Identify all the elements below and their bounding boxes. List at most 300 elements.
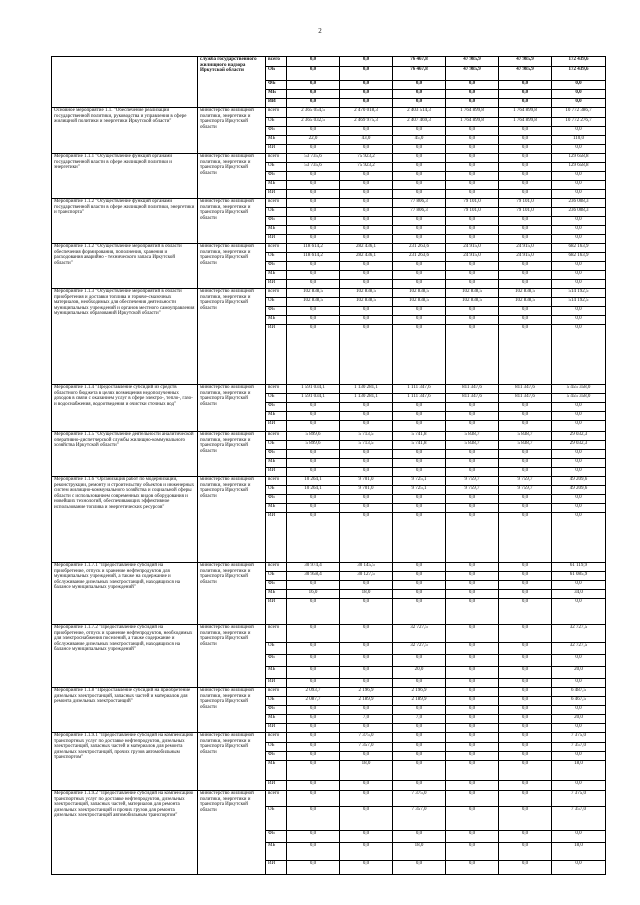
total-cell: 236 008,3	[552, 208, 606, 217]
year-value-cell: 102 838,5	[340, 298, 393, 307]
year-value-cell: 0,0	[393, 513, 446, 563]
year-value-cell: 0,0	[393, 412, 446, 421]
year-value-cell: 0,0	[499, 697, 552, 706]
year-value-cell: 0,0	[499, 262, 552, 271]
year-value-cell: 0,0	[446, 172, 499, 181]
year-value-cell: 5 838,7	[446, 441, 499, 450]
year-value-cell: 0,0	[393, 581, 446, 590]
year-value-cell: 0,0	[499, 513, 552, 563]
funding-source: всего	[266, 199, 287, 208]
year-value-cell: 0,0	[340, 724, 393, 733]
year-value-cell: 0,0	[499, 412, 552, 421]
year-value-cell: 0,0	[340, 199, 393, 208]
year-value-cell: 0,0	[446, 99, 499, 108]
funding-source: МБ	[266, 181, 287, 190]
year-value-cell: 43,0	[340, 136, 393, 145]
year-value-cell: 0,0	[499, 599, 552, 625]
funding-source: ФБ	[266, 403, 287, 412]
year-value-cell: 0,0	[393, 679, 446, 688]
year-value-cell: 0,0	[499, 235, 552, 244]
year-value-cell: 9 725,1	[393, 486, 446, 495]
funding-source: МБ	[266, 412, 287, 421]
year-value-cell: 1 130 281,1	[340, 394, 393, 403]
year-value-cell: 0,0	[499, 325, 552, 385]
year-value-cell: 0,0	[499, 752, 552, 761]
year-value-cell: 0,0	[499, 761, 552, 781]
year-value-cell: 5 899,6	[287, 432, 340, 441]
year-value-cell: 0,0	[499, 468, 552, 477]
year-value-cell: 0,0	[446, 235, 499, 244]
year-value-cell: 0,0	[393, 468, 446, 477]
year-value-cell: 0,0	[499, 226, 552, 235]
year-value-cell: 2 403 514,3	[393, 108, 446, 118]
year-value-cell: 0,0	[499, 724, 552, 733]
total-cell: 0,0	[552, 280, 606, 289]
year-value-cell: 0,0	[287, 403, 340, 412]
year-value-cell: 0,0	[393, 724, 446, 733]
funding-source: ФБ	[266, 655, 287, 667]
year-value-cell: 18,0	[340, 590, 393, 599]
year-value-cell: 0,0	[393, 316, 446, 325]
year-value-cell: 0,0	[499, 190, 552, 199]
year-value-cell: 0,0	[499, 572, 552, 581]
funding-source: ИИ	[266, 861, 287, 875]
funding-source: МБ	[266, 271, 287, 280]
measure-title: Мероприятие 1.1.6 "Организация работ по модернизации, реконструкции, ремонту и строительству объектов и инженерных систем жилищно-коммунального хозяйства и социальной сферы области с использованием современных видов оборудования и новейших технологий, обеспечивающих эффективное использование топлива и энергетических ресурсов"	[52, 477, 198, 563]
year-value-cell: 0,0	[340, 99, 393, 108]
year-value-cell: 0,0	[287, 706, 340, 715]
year-value-cell: 0,0	[446, 307, 499, 316]
year-value-cell: 2 087,7	[287, 697, 340, 706]
year-value-cell: 0,0	[393, 403, 446, 412]
total-cell: 172 439,6	[552, 57, 606, 67]
funding-source: ФБ	[266, 127, 287, 136]
year-value-cell: 0,0	[287, 208, 340, 217]
total-cell: 0,0	[552, 271, 606, 280]
year-value-cell: 0,0	[340, 403, 393, 412]
year-value-cell: 0,0	[287, 459, 340, 468]
funding-source: ОБ	[266, 807, 287, 831]
executor-cell: министерство жилищной политики, энергетики и транспорта Иркутской области	[198, 477, 266, 563]
funding-source: МБ	[266, 459, 287, 468]
year-value-cell: 1 764 899,8	[499, 118, 552, 127]
total-cell: 0,0	[552, 831, 606, 843]
total-cell: 129 658,8	[552, 154, 606, 163]
year-value-cell: 0,0	[393, 217, 446, 226]
total-cell: 0,0	[552, 781, 606, 791]
year-value-cell: 0,0	[287, 90, 340, 99]
year-value-cell: 0,0	[446, 154, 499, 163]
measure-title: Мероприятие 1.1.7.1 "Предоставление субсидий на приобретение, отпуск и хранение нефтепродуктов для муниципальных учреждений, а также на содержание и обслуживание дизельных электростанций, находящихся на балансе муниципальных учреждений"	[52, 563, 198, 625]
year-value-cell: 0,0	[499, 706, 552, 715]
year-value-cell: 0,0	[499, 163, 552, 172]
year-value-cell: 0,0	[287, 81, 340, 90]
year-value-cell: 0,0	[393, 145, 446, 154]
year-value-cell: 0,0	[393, 831, 446, 843]
year-value-cell: 0,0	[446, 81, 499, 90]
year-value-cell: 0,0	[499, 807, 552, 831]
year-value-cell: 0,0	[340, 843, 393, 861]
funding-source: МБ	[266, 136, 287, 145]
year-value-cell: 32 727,5	[393, 643, 446, 655]
year-value-cell: 231 263,6	[393, 244, 446, 253]
total-cell: 7 357,0	[552, 743, 606, 752]
year-value-cell: 0,0	[340, 217, 393, 226]
executor-cell: министерство жилищной политики, энергетики и транспорта Иркутской области	[198, 625, 266, 688]
year-value-cell: 0,0	[287, 421, 340, 432]
total-cell: 0,0	[552, 172, 606, 181]
year-value-cell: 0,0	[393, 421, 446, 432]
year-value-cell: 2 470 018,3	[340, 108, 393, 118]
funding-source: ИИ	[266, 513, 287, 563]
year-value-cell: 0,0	[446, 271, 499, 280]
year-value-cell: 0,0	[287, 412, 340, 421]
year-value-cell: 0,0	[340, 280, 393, 289]
year-value-cell: 2 196,9	[340, 688, 393, 697]
year-value-cell: 45,0	[393, 136, 446, 145]
year-value-cell: 0,0	[499, 217, 552, 226]
funding-source: МБ	[266, 504, 287, 513]
year-value-cell: 0,0	[393, 262, 446, 271]
year-value-cell: 0,0	[446, 563, 499, 572]
table-body	[52, 57, 606, 875]
funding-source: ИИ	[266, 468, 287, 477]
total-cell: 6 467,5	[552, 697, 606, 706]
year-value-cell: 76 467,8	[393, 57, 446, 67]
year-value-cell: 102 838,5	[340, 289, 393, 298]
table-row	[52, 57, 606, 67]
year-value-cell: 10 264,1	[287, 477, 340, 486]
funding-source: МБ	[266, 590, 287, 599]
year-value-cell: 0,0	[287, 172, 340, 181]
total-cell: 32 727,5	[552, 643, 606, 655]
funding-source: МБ	[266, 316, 287, 325]
total-cell: 32 727,5	[552, 625, 606, 643]
total-cell: 0,0	[552, 217, 606, 226]
total-cell: 0,0	[552, 181, 606, 190]
funding-source: МБ	[266, 761, 287, 781]
year-value-cell: 2 469 975,3	[340, 118, 393, 127]
measure-title: Мероприятие 1.1.2 "Осуществление функций органами государственной власти в сфере жилищной политики, энергетики и транспорта"	[52, 199, 198, 244]
year-value-cell: 0,0	[499, 843, 552, 861]
year-value-cell: 0,0	[446, 280, 499, 289]
total-cell: 0,0	[552, 226, 606, 235]
table-row	[52, 688, 606, 697]
year-value-cell: 231 263,6	[393, 253, 446, 262]
year-value-cell: 0,0	[393, 781, 446, 791]
year-value-cell: 0,0	[499, 590, 552, 599]
year-value-cell: 0,0	[446, 262, 499, 271]
year-value-cell: 0,0	[499, 99, 552, 108]
year-value-cell: 7 357,0	[393, 807, 446, 831]
year-value-cell: 0,0	[287, 807, 340, 831]
total-cell: 0,0	[552, 190, 606, 199]
year-value-cell: 2 365 054,5	[287, 108, 340, 118]
funding-source: ФБ	[266, 450, 287, 459]
year-value-cell: 9 759,7	[446, 486, 499, 495]
funding-source: всего	[266, 154, 287, 163]
executor-cell: министерство жилищной политики, энергетики и транспорта Иркутской области	[198, 432, 266, 477]
year-value-cell: 102 838,5	[499, 289, 552, 298]
year-value-cell: 0,0	[287, 643, 340, 655]
year-value-cell: 0,0	[340, 325, 393, 385]
year-value-cell: 5 713,5	[340, 441, 393, 450]
year-value-cell: 79 101,0	[446, 199, 499, 208]
year-value-cell: 1 764 899,8	[446, 118, 499, 127]
year-value-cell: 47 985,9	[499, 67, 552, 81]
total-cell: 0,0	[552, 90, 606, 99]
total-cell: 682 163,9	[552, 253, 606, 262]
year-value-cell: 0,0	[340, 655, 393, 667]
year-value-cell: 0,0	[340, 421, 393, 432]
year-value-cell: 0,0	[340, 181, 393, 190]
year-value-cell: 0,0	[446, 145, 499, 154]
year-value-cell: 0,0	[287, 57, 340, 67]
year-value-cell: 75 923,2	[340, 163, 393, 172]
year-value-cell: 0,0	[393, 154, 446, 163]
total-cell: 0,0	[552, 504, 606, 513]
year-value-cell: 5 713,5	[340, 432, 393, 441]
year-value-cell: 0,0	[287, 316, 340, 325]
year-value-cell: 0,0	[393, 172, 446, 181]
year-value-cell: 0,0	[446, 226, 499, 235]
budget-table	[51, 56, 606, 875]
year-value-cell: 0,0	[499, 733, 552, 743]
executor-cell: министерство жилищной политики, энергетики и транспорта Иркутской области	[198, 108, 266, 154]
year-value-cell: 9 759,7	[446, 477, 499, 486]
measure-title: Мероприятие 1.1.4 "Предоставление субсидий из средств областного бюджета в целях возмещения недополученных доходов в связи с оказанием услуг в сфере электро-, тепло-, газо- и водоснабжения, водоотведения и очистки сточных вод"	[52, 385, 198, 432]
year-value-cell: 0,0	[393, 861, 446, 875]
executor-cell: министерство жилищной политики, энергетики и транспорта Иркутской области	[198, 385, 266, 432]
year-value-cell: 811 347,6	[499, 385, 552, 394]
funding-source: ОБ	[266, 208, 287, 217]
year-value-cell: 24 915,0	[499, 244, 552, 253]
year-value-cell: 0,0	[287, 226, 340, 235]
year-value-cell: 2 365 032,5	[287, 118, 340, 127]
year-value-cell: 0,0	[287, 190, 340, 199]
year-value-cell: 0,0	[287, 280, 340, 289]
executor-cell: министерство жилищной политики, энергетики и транспорта Иркутской области	[198, 733, 266, 791]
year-value-cell: 0,0	[499, 495, 552, 504]
year-value-cell: 811 347,6	[446, 385, 499, 394]
funding-source: ОБ	[266, 743, 287, 752]
year-value-cell: 0,0	[340, 57, 393, 67]
year-value-cell: 53 735,6	[287, 154, 340, 163]
table-row	[52, 289, 606, 298]
year-value-cell: 0,0	[446, 412, 499, 421]
executor-cell: министерство жилищной политики, энергетики и транспорта Иркутской области	[198, 791, 266, 875]
executor-cell: министерство жилищной политики, энергетики и транспорта Иркутской области	[198, 154, 266, 199]
year-value-cell: 0,0	[446, 90, 499, 99]
year-value-cell: 0,0	[340, 307, 393, 316]
funding-source: ОБ	[266, 572, 287, 581]
table-row	[52, 563, 606, 572]
year-value-cell: 0,0	[446, 625, 499, 643]
funding-source: ОБ	[266, 486, 287, 495]
funding-source: ОБ	[266, 697, 287, 706]
funding-source: МБ	[266, 226, 287, 235]
year-value-cell: 9 701,0	[340, 486, 393, 495]
total-cell: 0,0	[552, 235, 606, 244]
year-value-cell: 0,0	[446, 325, 499, 385]
year-value-cell: 5 838,7	[446, 432, 499, 441]
executor-cell: министерство жилищной политики, энергетики и транспорта Иркутской области	[198, 289, 266, 385]
year-value-cell: 75 923,2	[340, 154, 393, 163]
year-value-cell: 2 407 469,3	[393, 118, 446, 127]
year-value-cell: 0,0	[393, 761, 446, 781]
year-value-cell: 0,0	[340, 262, 393, 271]
year-value-cell: 24 915,0	[446, 244, 499, 253]
total-cell: 0,0	[552, 421, 606, 432]
year-value-cell: 0,0	[499, 172, 552, 181]
funding-source: ИИ	[266, 325, 287, 385]
year-value-cell: 0,0	[446, 843, 499, 861]
year-value-cell: 0,0	[446, 181, 499, 190]
total-cell: 172 439,6	[552, 67, 606, 81]
executor-cell: служба государственного жилищного надзора Иркутской области	[198, 57, 266, 108]
year-value-cell: 0,0	[499, 679, 552, 688]
year-value-cell: 0,0	[340, 67, 393, 81]
year-value-cell: 2 189,9	[340, 697, 393, 706]
funding-source: всего	[266, 625, 287, 643]
year-value-cell: 0,0	[287, 127, 340, 136]
year-value-cell: 0,0	[340, 208, 393, 217]
table-row	[52, 244, 606, 253]
year-value-cell: 0,0	[340, 226, 393, 235]
table-row	[52, 733, 606, 743]
year-value-cell: 0,0	[446, 861, 499, 875]
total-cell: 49 209,6	[552, 477, 606, 486]
year-value-cell: 0,0	[340, 706, 393, 715]
year-value-cell: 102 838,5	[287, 298, 340, 307]
year-value-cell: 5 899,6	[287, 441, 340, 450]
year-value-cell: 30 127,5	[340, 572, 393, 581]
funding-source: ОБ	[266, 253, 287, 262]
year-value-cell: 0,0	[446, 733, 499, 743]
funding-source: ОБ	[266, 298, 287, 307]
funding-source: МБ	[266, 715, 287, 724]
year-value-cell: 5 838,7	[499, 441, 552, 450]
year-value-cell: 0,0	[446, 513, 499, 563]
measure-title: Мероприятие 1.1.2 "Осуществление мероприятий в области обеспечения формирования, пополнения, хранения и расходования аварийно - технического запаса Иркутской области"	[52, 244, 198, 289]
year-value-cell: 2 093,7	[287, 688, 340, 697]
measure-title: Мероприятие 1.1.8 "Предоставление субсидий на приобретение дизельных электростанций, запасных частей и материалов для ремонта дизельных электростанций"	[52, 688, 198, 733]
year-value-cell: 0,0	[499, 655, 552, 667]
year-value-cell: 811 347,6	[499, 394, 552, 403]
funding-source: всего	[266, 432, 287, 441]
year-value-cell: 0,0	[287, 733, 340, 743]
year-value-cell: 0,0	[499, 421, 552, 432]
year-value-cell: 0,0	[446, 599, 499, 625]
total-cell: 0,0	[552, 581, 606, 590]
funding-source: всего	[266, 289, 287, 298]
year-value-cell: 811 347,6	[446, 394, 499, 403]
year-value-cell: 0,0	[287, 625, 340, 643]
total-cell: 20,0	[552, 715, 606, 724]
year-value-cell: 2 189,9	[393, 697, 446, 706]
year-value-cell: 0,0	[287, 450, 340, 459]
year-value-cell: 102 838,5	[287, 289, 340, 298]
total-cell: 7 357,0	[552, 807, 606, 831]
year-value-cell: 0,0	[446, 127, 499, 136]
total-cell: 0,0	[552, 262, 606, 271]
year-value-cell: 18,0	[340, 761, 393, 781]
total-cell: 0,0	[552, 679, 606, 688]
year-value-cell: 0,0	[446, 715, 499, 724]
year-value-cell: 2 196,9	[393, 688, 446, 697]
year-value-cell: 0,0	[393, 590, 446, 599]
total-cell: 514 192,5	[552, 289, 606, 298]
measure-title: Мероприятие 1.1.7.2 "Предоставление субсидий на приобретение, отпуск и хранение нефтепродуктов, необходимых для электроснабжения поселений, а также содержание и обслуживание дизельных электростанций, находящихся на балансе муниципальных учреждений"	[52, 625, 198, 688]
year-value-cell: 0,0	[446, 136, 499, 145]
year-value-cell: 0,0	[287, 495, 340, 504]
year-value-cell: 7,0	[340, 715, 393, 724]
year-value-cell: 5 741,8	[393, 432, 446, 441]
funding-source: ФБ	[266, 307, 287, 316]
year-value-cell: 0,0	[446, 752, 499, 761]
year-value-cell: 0,0	[287, 843, 340, 861]
year-value-cell: 0,0	[340, 504, 393, 513]
year-value-cell: 102 838,5	[393, 298, 446, 307]
year-value-cell: 0,0	[340, 791, 393, 807]
year-value-cell: 0,0	[340, 235, 393, 244]
total-cell: 18,0	[552, 843, 606, 861]
funding-source: всего	[266, 385, 287, 394]
year-value-cell: 5 741,8	[393, 441, 446, 450]
year-value-cell: 7 357,0	[340, 743, 393, 752]
year-value-cell: 0,0	[393, 733, 446, 743]
measure-title: Мероприятие 1.1.9.1 "Предоставление субсидий на компенсацию транспортных услуг по доставке нефтепродуктов, дизельных электростанций, запасных частей и материалов для ремонта дизельных электростанций, прочих грузов автомобильным транспортом"	[52, 733, 198, 791]
year-value-cell: 0,0	[446, 190, 499, 199]
year-value-cell: 0,0	[287, 724, 340, 733]
year-value-cell: 0,0	[393, 450, 446, 459]
funding-source: ИИ	[266, 679, 287, 688]
year-value-cell: 0,0	[340, 90, 393, 99]
year-value-cell: 102 838,5	[446, 298, 499, 307]
total-cell: 0,0	[552, 752, 606, 761]
year-value-cell: 0,0	[499, 450, 552, 459]
year-value-cell: 0,0	[340, 625, 393, 643]
year-value-cell: 0,0	[499, 781, 552, 791]
measure-title: Основное мероприятие 1.1. "Обеспечение реализации государственной политики, руководства и управления в сфере жилищной политики и энергетики Иркутской области"	[52, 108, 198, 154]
year-value-cell: 0,0	[446, 450, 499, 459]
year-value-cell: 0,0	[340, 412, 393, 421]
year-value-cell: 0,0	[393, 459, 446, 468]
year-value-cell: 0,0	[340, 81, 393, 90]
total-cell: 29 032,3	[552, 432, 606, 441]
year-value-cell: 0,0	[287, 145, 340, 154]
executor-cell: министерство жилищной политики, энергетики и транспорта Иркутской области	[198, 244, 266, 289]
year-value-cell: 0,0	[446, 643, 499, 655]
year-value-cell: 0,0	[499, 643, 552, 655]
year-value-cell: 0,0	[340, 172, 393, 181]
funding-source: всего	[266, 57, 287, 67]
year-value-cell: 102 838,5	[393, 289, 446, 298]
year-value-cell: 47 985,9	[446, 57, 499, 67]
funding-source: ОБ	[266, 394, 287, 403]
total-cell: 0,0	[552, 127, 606, 136]
year-value-cell: 0,0	[446, 403, 499, 412]
funding-source: всего	[266, 688, 287, 697]
year-value-cell: 118 614,2	[287, 244, 340, 253]
year-value-cell: 0,0	[446, 572, 499, 581]
total-cell: 0,0	[552, 307, 606, 316]
funding-source: ИИ	[266, 421, 287, 432]
year-value-cell: 9 759,7	[499, 486, 552, 495]
funding-source: ФБ	[266, 831, 287, 843]
year-value-cell: 0,0	[446, 761, 499, 781]
total-cell: 5 455 358,0	[552, 394, 606, 403]
